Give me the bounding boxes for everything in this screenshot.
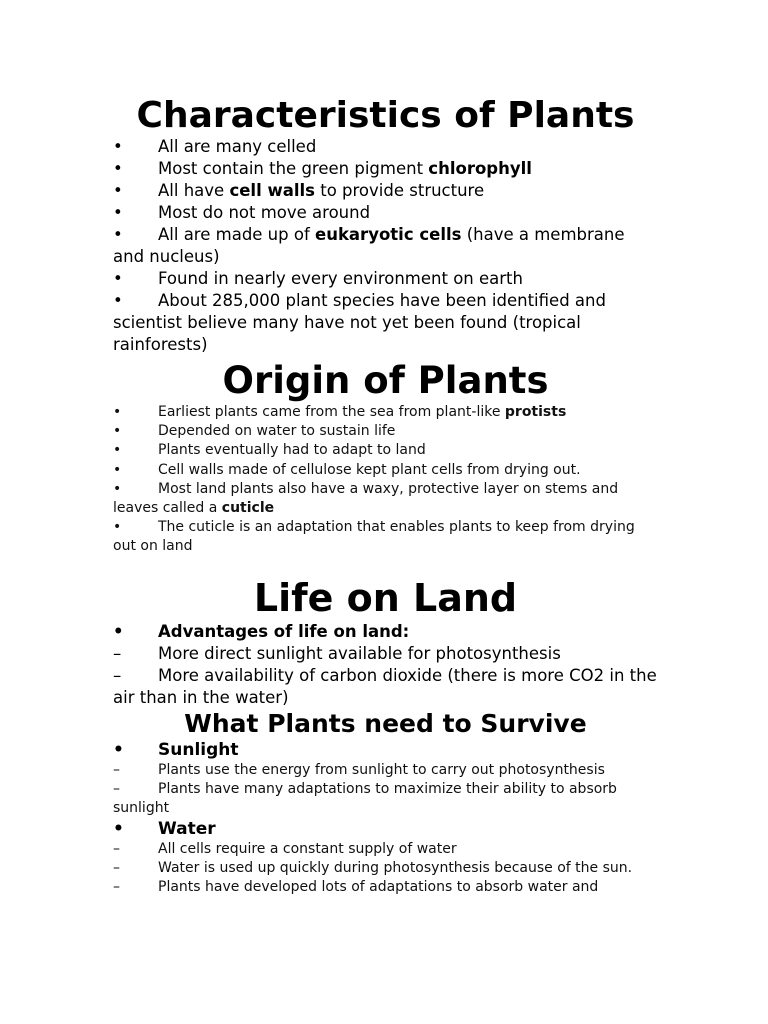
bullet: • — [113, 181, 123, 200]
bullet: • — [113, 291, 123, 310]
list-item — [113, 202, 658, 224]
item-text: Cell walls made of cellulose kept plant cells from drying out. — [158, 461, 581, 478]
list-item — [113, 441, 658, 460]
water-heading — [113, 818, 658, 841]
heading-what-plants-need: What Plants need to Survive — [184, 709, 587, 738]
water-list — [113, 840, 658, 898]
bullet: • — [113, 404, 122, 420]
dash: – — [113, 781, 120, 798]
item-text: All are many celled — [158, 137, 317, 156]
bullet: • — [113, 519, 122, 536]
sunlight-list — [113, 761, 658, 819]
item-text: More direct sunlight available for photosynthesis — [158, 644, 561, 663]
list-item — [113, 461, 658, 480]
dash: – — [113, 762, 120, 778]
item-text: Sunlight — [158, 740, 239, 760]
life-on-land-list — [113, 621, 658, 709]
bullet: • — [113, 269, 123, 288]
bullet: • — [113, 461, 122, 478]
list-item — [113, 859, 658, 878]
bullet: • — [113, 442, 122, 459]
dash: – — [113, 644, 122, 663]
item-bold-term: cuticle — [221, 500, 275, 517]
item-text: to provide structure — [314, 181, 485, 200]
item-text: Water — [158, 819, 216, 839]
bullet: • — [113, 225, 123, 244]
sunlight-heading — [113, 739, 658, 762]
item-text: Plants use the energy from sunlight to carry out photosynthesis — [158, 762, 605, 778]
item-text: Most do not move around — [158, 203, 371, 222]
item-text: All cells require a constant supply of water — [158, 841, 457, 857]
heading-characteristics: Characteristics of Plants — [136, 95, 635, 136]
item-text: Depended on water to sustain life — [158, 423, 396, 440]
item-text: Earliest plants came from the sea from plant-like — [158, 404, 505, 420]
item-text: Most land plants also have a waxy, protective layer on stems and leaves called a — [113, 480, 619, 517]
item-bold-term: protists — [504, 404, 567, 420]
list-item — [113, 621, 658, 643]
item-text: All are made up of — [158, 225, 316, 244]
list-item — [113, 818, 658, 841]
list-item — [113, 158, 658, 180]
heading-life-on-land: Life on Land — [253, 576, 518, 620]
item-text: More availability of carbon dioxide (there is more CO2 in the air than in the water) — [113, 666, 657, 707]
item-text: Water is used up quickly during photosynthesis because of the sun. — [158, 860, 633, 877]
item-bold-term: cell walls — [229, 181, 315, 200]
bullet: • — [113, 159, 123, 178]
characteristics-list — [113, 136, 658, 356]
item-text: About 285,000 plant species have been identified and scientist believe many have not yet been found (tropical rainforests) — [113, 291, 606, 354]
origin-list — [113, 403, 658, 557]
list-item — [113, 761, 658, 780]
item-text: The cuticle is an adaptation that enables plants to keep from drying out on land — [113, 519, 635, 555]
dash: – — [113, 841, 120, 857]
list-item — [113, 665, 658, 709]
list-item — [113, 739, 658, 762]
list-item — [113, 840, 658, 859]
list-item — [113, 290, 658, 356]
bullet: • — [113, 423, 122, 440]
item-text: All have — [158, 181, 230, 200]
dash: – — [113, 666, 122, 685]
item-text: Plants eventually had to adapt to land — [158, 442, 426, 459]
item-bold-term: chlorophyll — [428, 159, 532, 178]
list-item — [113, 224, 658, 268]
list-item — [113, 518, 658, 556]
list-item — [113, 180, 658, 202]
bullet: • — [113, 203, 123, 222]
item-text: (have a membrane and nucleus) — [113, 225, 625, 266]
item-text: Found in nearly every environment on earth — [158, 269, 523, 288]
dash: – — [113, 879, 120, 896]
bullet: • — [113, 137, 123, 156]
list-item — [113, 643, 658, 665]
item-text: Advantages of life on land: — [158, 622, 410, 641]
list-item — [113, 878, 658, 897]
list-item — [113, 268, 658, 290]
item-text: Most contain the green pigment — [158, 159, 429, 178]
dash: – — [113, 860, 120, 877]
list-item — [113, 422, 658, 441]
list-item — [113, 136, 658, 158]
bullet: • — [113, 622, 124, 641]
bullet: • — [113, 480, 122, 497]
item-bold-term: eukaryotic cells — [315, 225, 462, 244]
heading-origin: Origin of Plants — [222, 359, 549, 402]
list-item — [113, 780, 658, 818]
bullet: • — [113, 819, 124, 839]
bullet: • — [113, 740, 124, 760]
item-text: Plants have many adaptations to maximize their ability to absorb sunlight — [113, 781, 617, 817]
list-item — [113, 403, 658, 422]
item-text: Plants have developed lots of adaptations to absorb water and — [158, 879, 599, 896]
list-item — [113, 480, 658, 518]
